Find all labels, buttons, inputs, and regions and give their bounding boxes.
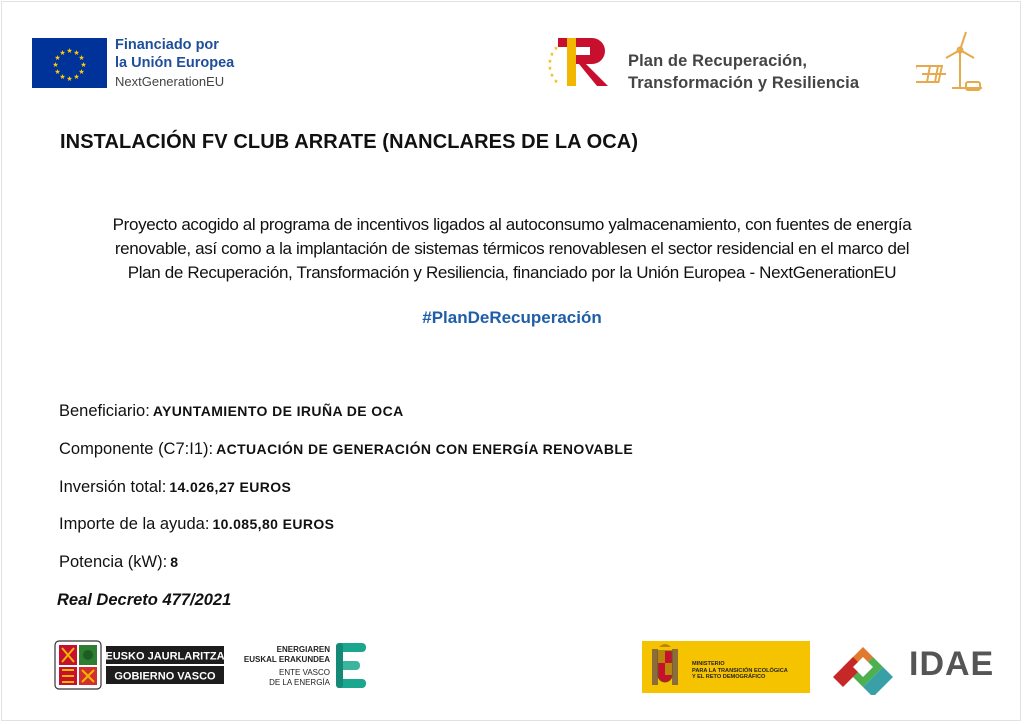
- description-line-3: Plan de Recuperación, Transformación y Resiliencia, financiado por la Unión Europea - NextGenerationEU: [127, 263, 897, 282]
- eu-line-3: NextGenerationEU: [115, 74, 225, 89]
- svg-text:★: ★: [66, 47, 73, 55]
- field-potencia: [59, 553, 178, 572]
- field-value: 10.085,80 EUROS: [212, 516, 335, 532]
- description-line-1: Proyecto acogido al programa de incentivos ligados al autoconsumo yalmacenamiento, con fuentes de energía: [112, 215, 912, 234]
- idae-logo-icon: [823, 639, 905, 695]
- svg-text:★: ★: [73, 73, 80, 81]
- eve-line-3: ENTE VASCO: [279, 668, 330, 677]
- eve-logo-icon: [334, 641, 368, 691]
- field-inversion-total: [59, 478, 291, 497]
- field-label: Beneficiario:: [59, 402, 150, 420]
- field-value: 14.026,27 EUROS: [169, 479, 292, 495]
- ej-line-1: EUSKO JAURLARITZA: [105, 650, 225, 663]
- svg-text:★: ★: [553, 79, 559, 85]
- field-beneficiario: [59, 402, 404, 421]
- page-title: INSTALACIÓN FV CLUB ARRATE (NANCLARES DE LA OCA): [60, 131, 639, 153]
- svg-text:★: ★: [73, 49, 80, 57]
- field-label: Potencia (kW):: [59, 553, 168, 571]
- svg-text:★: ★: [80, 61, 87, 69]
- svg-text:★: ★: [66, 75, 73, 83]
- svg-text:★: ★: [59, 73, 66, 81]
- field-componente: [59, 440, 633, 459]
- ministerio-text: [692, 661, 788, 681]
- svg-text:★: ★: [549, 73, 555, 79]
- idae-wordmark: IDAE: [909, 645, 995, 683]
- svg-text:★: ★: [52, 61, 59, 69]
- eu-funding-text: [115, 36, 234, 91]
- prtr-logo-icon: [546, 34, 616, 92]
- eu-line-1: Financiado por: [115, 37, 219, 53]
- ministerio-line-1: MINISTERIO: [692, 661, 725, 667]
- svg-text:★: ★: [54, 54, 61, 62]
- decree-reference: Real Decreto 477/2021: [57, 591, 232, 609]
- ej-line-2: GOBIERNO VASCO: [114, 670, 216, 683]
- prtr-text: [628, 50, 859, 94]
- ministerio-line-3: Y EL RETO DEMOGRÁFICO: [692, 674, 766, 680]
- eu-line-2: la Unión Europea: [115, 55, 235, 71]
- page-frame: [1, 1, 1021, 721]
- svg-text:★: ★: [78, 68, 85, 76]
- eve-line-1: ENERGIAREN: [276, 645, 330, 654]
- svg-text:★: ★: [547, 59, 553, 65]
- svg-text:★: ★: [54, 68, 61, 76]
- prtr-line-2: Transformación y Resiliencia: [628, 74, 860, 92]
- prtr-line-1: Plan de Recuperación,: [628, 52, 808, 70]
- field-value: 8: [170, 554, 179, 570]
- eve-line-2: EUSKAL ERAKUNDEA: [243, 654, 330, 664]
- ministerio-line-2: PARA LA TRANSICIÓN ECOLÓGICA: [692, 667, 788, 674]
- project-description: [50, 213, 974, 285]
- field-value: AYUNTAMIENTO DE IRUÑA DE OCA: [152, 403, 404, 419]
- field-label: Importe de la ayuda:: [59, 515, 210, 533]
- svg-text:★: ★: [59, 49, 66, 57]
- eve-line-4: DE LA ENERGÍA: [269, 677, 330, 687]
- eusko-jaurlaritza-logo: [54, 640, 227, 690]
- field-value: ACTUACIÓN DE GENERACIÓN CON ENERGÍA RENOVABLE: [216, 441, 634, 457]
- eu-flag-icon: [32, 38, 107, 88]
- field-label: Inversión total:: [59, 478, 167, 496]
- svg-text:★: ★: [549, 52, 555, 58]
- svg-text:★: ★: [547, 66, 553, 72]
- field-label: Componente (C7:I1):: [59, 440, 214, 458]
- eve-text: [228, 645, 330, 687]
- hashtag: #PlanDeRecuperación: [422, 308, 602, 327]
- wind-solar-icon: [916, 28, 988, 96]
- description-line-2: renovable, así como a la implantación de sistemas térmicos renovablesen el sector residencial en el marco del: [114, 239, 910, 258]
- field-importe-ayuda: [59, 515, 334, 534]
- svg-text:★: ★: [78, 54, 85, 62]
- svg-text:★: ★: [553, 46, 559, 52]
